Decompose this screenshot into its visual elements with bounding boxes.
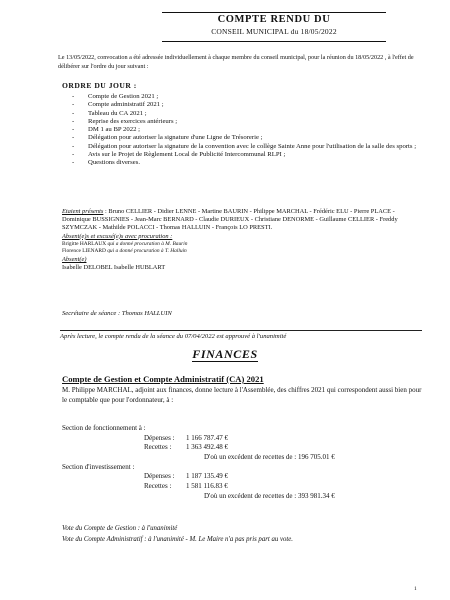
fonctionnement-label-row bbox=[62, 424, 424, 434]
fonctionnement-excedent: D'où un excédent de recettes de : 196 705.01 € bbox=[204, 453, 335, 462]
present-members bbox=[62, 208, 422, 233]
agenda-item: - Questions diverses. bbox=[72, 159, 418, 167]
investissement-excedent-row bbox=[62, 492, 424, 502]
finances-paragraph: M. Philippe MARCHAL, adjoint aux finances, donne lecture à l'Assemblée, des chiffres 2021 qui correspondent aussi bien pour le comptable que pour l'ordonnateur, à : bbox=[62, 386, 422, 404]
agenda-item: - Délégation pour autoriser la signature de la convention avec le collège Sainte Anne pour l'utilisation de la salle des sports ; bbox=[72, 143, 418, 151]
finances-heading bbox=[0, 347, 450, 362]
page-number: 1 bbox=[414, 586, 417, 592]
fonctionnement-excedent-row bbox=[62, 453, 424, 463]
attendance-block bbox=[62, 208, 422, 272]
minutes-approval: Après lecture, le compte rendu de la séance du 07/04/2022 est approuvé à l'unanimité bbox=[60, 330, 422, 340]
investissement-recettes-row bbox=[62, 482, 424, 492]
absent-names: Isabelle DELOBEL Isabelle HUBLART bbox=[62, 264, 166, 272]
depenses-label: Dépenses : bbox=[144, 472, 175, 481]
agenda-item: - Reprise des exercices antérieurs ; bbox=[72, 118, 418, 126]
agenda-item: - Délégation pour autoriser la signature d'une Ligne de Trésorerie ; bbox=[72, 134, 418, 142]
session-secretary: Secrétaire de séance : Thomas HALLUIN bbox=[62, 310, 172, 317]
convocation-paragraph: Le 13/05/2022, convocation a été adressée individuellement à chaque membre du conseil municipal, pour la réunion du 18/05/2022 , à l'effet de délibérer sur l'ordre du jour suivant : bbox=[58, 54, 414, 70]
investissement-label: Section d'investissement : bbox=[62, 462, 135, 471]
proxy-note: qui a donné procuration à T. Halluin bbox=[105, 248, 187, 255]
finance-figures bbox=[62, 424, 424, 502]
depenses-label: Dépenses : bbox=[144, 433, 175, 442]
agenda-item: - Avis sur le Projet de Règlement Local de Publicité Intercommunal RLPI ; bbox=[72, 151, 418, 159]
proxy-name: Florence LIENARD bbox=[62, 248, 106, 255]
investissement-excedent: D'où un excédent de recettes de : 393 981.34 € bbox=[204, 491, 335, 500]
investissement-label-row bbox=[62, 463, 424, 473]
proxy-line bbox=[62, 241, 422, 249]
investissement-depenses: 1 187 135.49 € bbox=[186, 472, 228, 481]
present-names: : Bruno CELLIER - Didier LENNE - Martine BAURIN - Philippe MARCHAL - Frédéric ELU - Pierre PLACE - Dominique BUSSIGNIES - Jean-Marc BERNARD - Claudie DURIEUX - Christiane DENORME - Guillaume CELLIER - Freddy SZYMCZAK - Mathilde POLACCI - Thomas HALLUIN - François LO PRESTI. bbox=[62, 208, 398, 232]
agenda-item: - DM 1 au BP 2022 ; bbox=[72, 126, 418, 134]
agenda-item: - Tableau du CA 2021 ; bbox=[72, 110, 418, 118]
agenda-list bbox=[72, 93, 418, 168]
title-box bbox=[162, 12, 386, 42]
investissement-recettes: 1 581 116.83 € bbox=[186, 482, 228, 491]
vote-gestion: Vote du Compte de Gestion : à l'unanimité bbox=[62, 525, 178, 532]
recettes-label: Recettes : bbox=[144, 482, 172, 491]
proxy-name: Brigitte HARLAUX bbox=[62, 240, 107, 247]
fonctionnement-recettes: 1 363 492.48 € bbox=[186, 443, 228, 452]
proxy-line bbox=[62, 248, 422, 256]
fonctionnement-depenses-row bbox=[62, 434, 424, 444]
proxy-note: qui a donné procuration à M. Baurin bbox=[106, 240, 188, 247]
agenda-item: - Compte de Gestion 2021 ; bbox=[72, 93, 418, 101]
vote-admin: Vote du Compte Administratif : à l'unanimité - M. Le Maire n'a pas pris part au vote. bbox=[62, 536, 293, 543]
investissement-depenses-row bbox=[62, 472, 424, 482]
section-title: Compte de Gestion et Compte Administratif (CA) 2021 bbox=[62, 374, 264, 384]
votes-block bbox=[62, 523, 424, 545]
excused-label: Absent(e)s et excusé(e)s avec procuration : bbox=[62, 232, 173, 240]
absent-label: Absent(e) bbox=[62, 256, 87, 263]
fonctionnement-label: Section de fonctionnement à : bbox=[62, 424, 146, 432]
present-label: Etaient présents bbox=[62, 208, 104, 215]
fonctionnement-recettes-row bbox=[62, 443, 424, 453]
page-title: COMPTE RENDU DU bbox=[217, 14, 331, 25]
recettes-label: Recettes : bbox=[144, 443, 172, 452]
page-subtitle: CONSEIL MUNICIPAL du 18/05/2022 bbox=[211, 27, 337, 36]
fonctionnement-depenses: 1 166 787.47 € bbox=[186, 433, 228, 442]
finances-heading-text: FINANCES bbox=[192, 347, 258, 361]
agenda-item: - Compte administratif 2021 ; bbox=[72, 101, 418, 109]
agenda-title: ORDRE DU JOUR : bbox=[62, 81, 137, 90]
